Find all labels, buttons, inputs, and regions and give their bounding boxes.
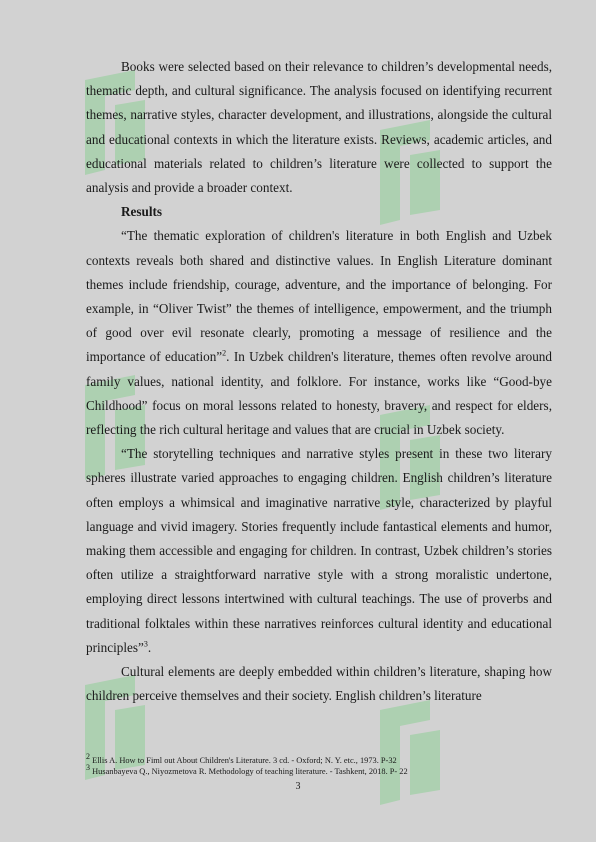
body-text: [86, 55, 552, 708]
footnote-ref[interactable]: 3: [143, 639, 148, 649]
footnotes: [86, 752, 552, 777]
paragraph-themes-text: “The thematic exploration of children's literature in both English and Uzbek contexts reveals both shared and distinctive values. In English Literature dominant themes include friendship, courage, adventure, and the importance of belonging. For example, in “Oliver Twist” the themes of intelligence, empowerment, and the triumph of good over evil resonate clearly, promoting a message of resilience and the importance of education”: [86, 228, 552, 365]
paragraph-narrative: [86, 442, 552, 660]
paragraph-themes-tail: . In Uzbek children's literature, themes often revolve around family values, national identity, and folklore. For instance, works like “Good-bye Childhood” focus on moral lessons related to honesty, bravery, and respect for elders, reflecting the rich cultural heritage and values that are crucial in Uzbek society.: [86, 349, 552, 438]
footnote-ref[interactable]: 2: [222, 349, 227, 359]
paragraph-cultural: Cultural elements are deeply embedded within children’s literature, shaping how children perceive themselves and their society. English children’s literature: [86, 664, 552, 704]
paragraph-themes: [86, 224, 552, 442]
paragraph-narrative-text: “The storytelling techniques and narrative styles present in these two literary spheres illustrate varied approaches to engaging children. English children’s literature often employs a whimsical and imaginative narrative style, characterized by playful language and vivid imagery. Stories frequently include fantastical elements and humor, making them accessible and engaging for children. In contrast, Uzbek children’s stories often utilize a straightforward narrative style with a strong moralistic undertone, employing direct lessons intertwined with cultural teachings. The use of proverbs and traditional folktales within these narratives reinforces cultural identity and educational principles”: [86, 446, 552, 655]
paragraph-narrative-tail: .: [147, 639, 152, 655]
section-heading-results: Results: [121, 204, 163, 220]
page-number: 3: [295, 781, 301, 792]
paragraph-methods: Books were selected based on their relevance to children’s developmental needs, thematic depth, and cultural significance. The analysis focused on identifying recurrent themes, narrative styles, character development, and illustrations, alongside the cultural and educational contexts in which the literature exists. Reviews, academic articles, and educational materials related to children’s literature were collected to support the analysis and provide a broader context.: [86, 59, 552, 196]
footnote: $^2$ Ellis A. How to Fiml out About Children's Literature. 3 cd. - Oxford; N. Y. etc., 1973. P-32: [86, 752, 397, 765]
footnote: $^3$ Husanbayeva Q., Niyozmetova R. Methodology of teaching literature. - Tashkent, 2018. P- 22: [86, 763, 408, 776]
